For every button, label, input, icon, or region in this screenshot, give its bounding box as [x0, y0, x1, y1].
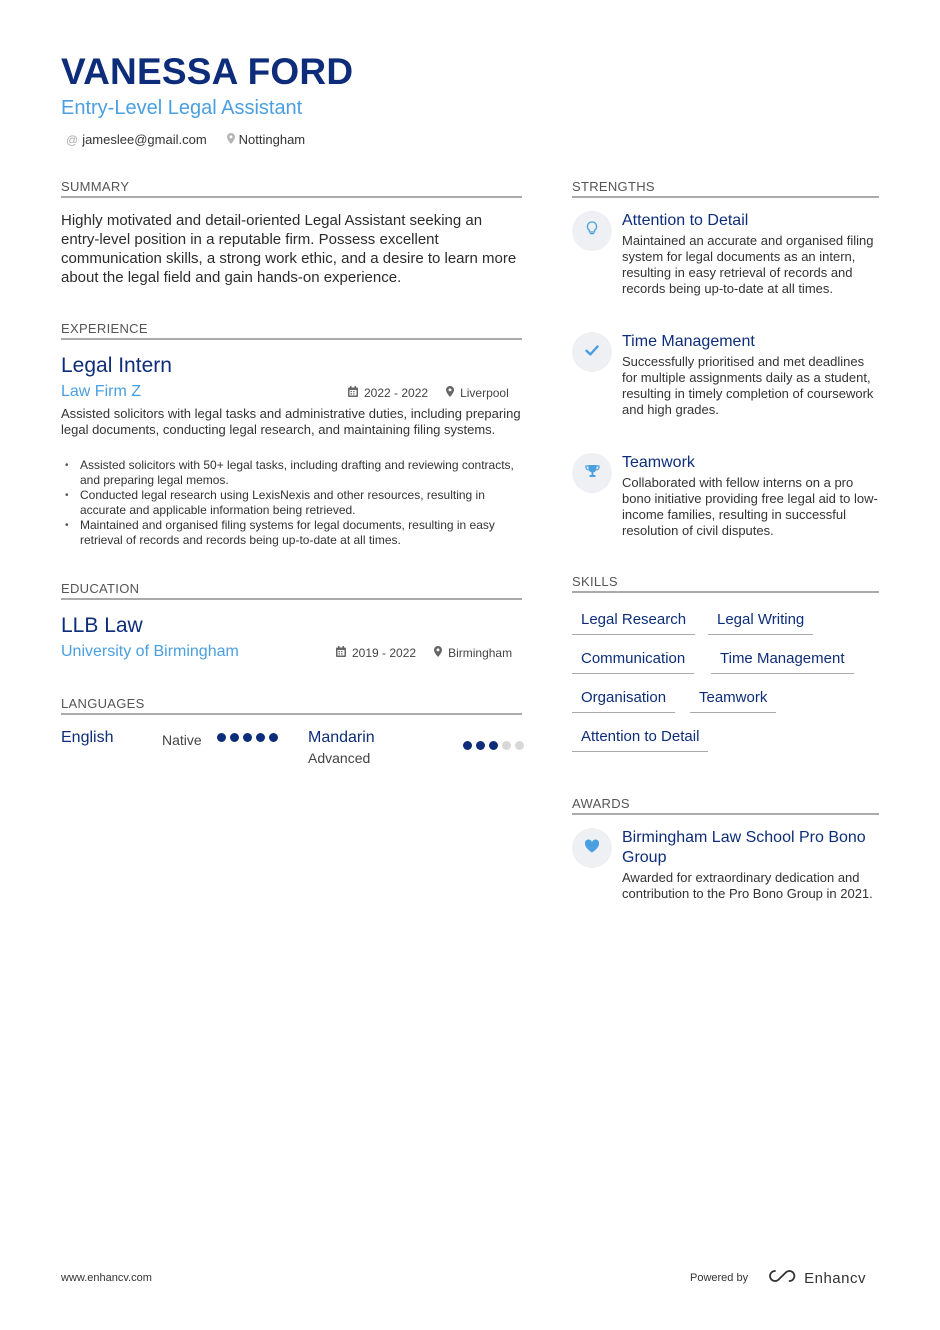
email-text: jameslee@gmail.com	[82, 132, 207, 147]
language-rating-mandarin	[463, 741, 524, 750]
job-description: Assisted solicitors with legal tasks and administrative duties, including preparing legal documents, conducting legal research, and maintaining filing systems.	[61, 406, 521, 437]
language-name: Mandarin	[308, 729, 375, 746]
lightbulb-icon	[586, 221, 598, 241]
job-bullet: • Assisted solicitors with 50+ legal tasks, including drafting and reviewing contracts, and preparing legal memos.	[61, 458, 523, 488]
summary-heading: SUMMARY	[61, 179, 522, 198]
skill-tag: Legal Research	[572, 611, 695, 635]
rating-dot-filled	[217, 733, 226, 742]
job-location-text: Liverpool	[460, 386, 509, 400]
experience-heading: EXPERIENCE	[61, 321, 522, 340]
location-text: Nottingham	[238, 132, 306, 147]
trophy-icon	[585, 464, 600, 483]
education-dates-text: 2019 - 2022	[352, 646, 417, 660]
location-pin-icon	[227, 133, 235, 147]
skill-tag: Attention to Detail	[572, 728, 708, 752]
job-bullets	[61, 458, 523, 548]
strength-text: Maintained an accurate and organised filing system for legal documents as an intern, resulting in easy retrieval of records and records being up-to-date at all times.	[622, 233, 874, 296]
rating-dot-filled	[489, 741, 498, 750]
education-meta	[336, 646, 512, 660]
languages-heading: LANGUAGES	[61, 696, 522, 715]
skill-tag: Time Management	[711, 650, 854, 674]
job-title: Legal Intern	[61, 354, 172, 377]
skill-tag: Organisation	[572, 689, 675, 713]
education-degree: LLB Law	[61, 614, 143, 637]
contact-location	[227, 132, 305, 147]
job-dates	[348, 386, 428, 400]
skill-tag: Communication	[572, 650, 694, 674]
award-item	[572, 828, 879, 928]
calendar-icon	[348, 386, 358, 400]
brand-logo[interactable]	[766, 1268, 866, 1288]
footer-website[interactable]: www.enhancv.com	[61, 1272, 152, 1284]
skill-tag: Legal Writing	[708, 611, 813, 635]
strength-item	[572, 332, 879, 442]
heart-icon	[584, 839, 600, 858]
award-title: Birmingham Law School Pro Bono Group	[622, 829, 866, 866]
location-pin-icon	[446, 386, 454, 400]
education-location-text: Birmingham	[448, 646, 513, 660]
job-location	[446, 386, 509, 400]
language-name: English	[61, 729, 114, 746]
skill-tag: Teamwork	[690, 689, 776, 713]
language-rating-english	[217, 733, 278, 742]
rating-dot-empty	[502, 741, 511, 750]
strength-item	[572, 453, 879, 548]
rating-dot-filled	[269, 733, 278, 742]
job-bullet: • Conducted legal research using LexisNexis and other resources, resulting in accurate and applicable information being retrieved.	[61, 488, 523, 518]
candidate-name: VANESSA FORD	[61, 51, 354, 92]
checkmark-icon	[585, 343, 599, 361]
footer-powered	[690, 1268, 866, 1288]
candidate-role: Entry-Level Legal Assistant	[61, 97, 303, 119]
strength-text: Successfully prioritised and met deadlines for multiple assignments daily as a student, resulting in timely completion of coursework and high grades.	[622, 354, 874, 417]
brand-name: Enhancv	[804, 1269, 866, 1287]
strength-icon-circle	[572, 332, 612, 372]
contact-row	[66, 132, 305, 147]
education-heading: EDUCATION	[61, 581, 522, 600]
education-school: University of Birmingham	[61, 643, 239, 660]
rating-dot-filled	[463, 741, 472, 750]
skills-heading: SKILLS	[572, 574, 879, 593]
enhancv-logo-icon	[766, 1268, 798, 1288]
award-text: Awarded for extraordinary dedication and contribution to the Pro Bono Group in 2021.	[622, 870, 873, 901]
awards-heading: AWARDS	[572, 796, 879, 815]
strength-icon-circle	[572, 211, 612, 251]
rating-dot-filled	[230, 733, 239, 742]
strength-icon-circle	[572, 453, 612, 493]
education-location	[434, 646, 512, 660]
language-level: Native	[162, 732, 202, 748]
strengths-heading: STRENGTHS	[572, 179, 879, 198]
strength-item	[572, 211, 879, 321]
job-company: Law Firm Z	[61, 383, 141, 400]
strength-text: Collaborated with fellow interns on a pro bono initiative providing free legal aid to low-income families, resulting in successful resolution of civil disputes.	[622, 475, 878, 538]
summary-text: Highly motivated and detail-oriented Legal Assistant seeking an entry-level position in a reputable firm. Possess excellent communication skills, a strong work ethic, and a desire to learn more about the legal field and gain hands-on experience.	[61, 212, 517, 286]
strength-title: Time Management	[622, 333, 755, 350]
language-level: Advanced	[308, 750, 371, 766]
at-icon: @	[66, 132, 79, 147]
rating-dot-filled	[243, 733, 252, 742]
location-pin-icon	[434, 646, 442, 660]
strength-title: Teamwork	[622, 454, 695, 471]
job-meta	[348, 386, 509, 400]
contact-email[interactable]	[66, 132, 207, 147]
powered-by-text: Powered by	[690, 1272, 749, 1284]
award-icon-circle	[572, 828, 612, 868]
strength-title: Attention to Detail	[622, 212, 749, 229]
education-dates	[336, 646, 416, 660]
rating-dot-filled	[256, 733, 265, 742]
job-bullet: • Maintained and organised filing systems for legal documents, resulting in easy retrieval of records and records being up-to-date at all times.	[61, 518, 523, 548]
calendar-icon	[336, 646, 346, 660]
job-dates-text: 2022 - 2022	[364, 386, 429, 400]
rating-dot-empty	[515, 741, 524, 750]
rating-dot-filled	[476, 741, 485, 750]
